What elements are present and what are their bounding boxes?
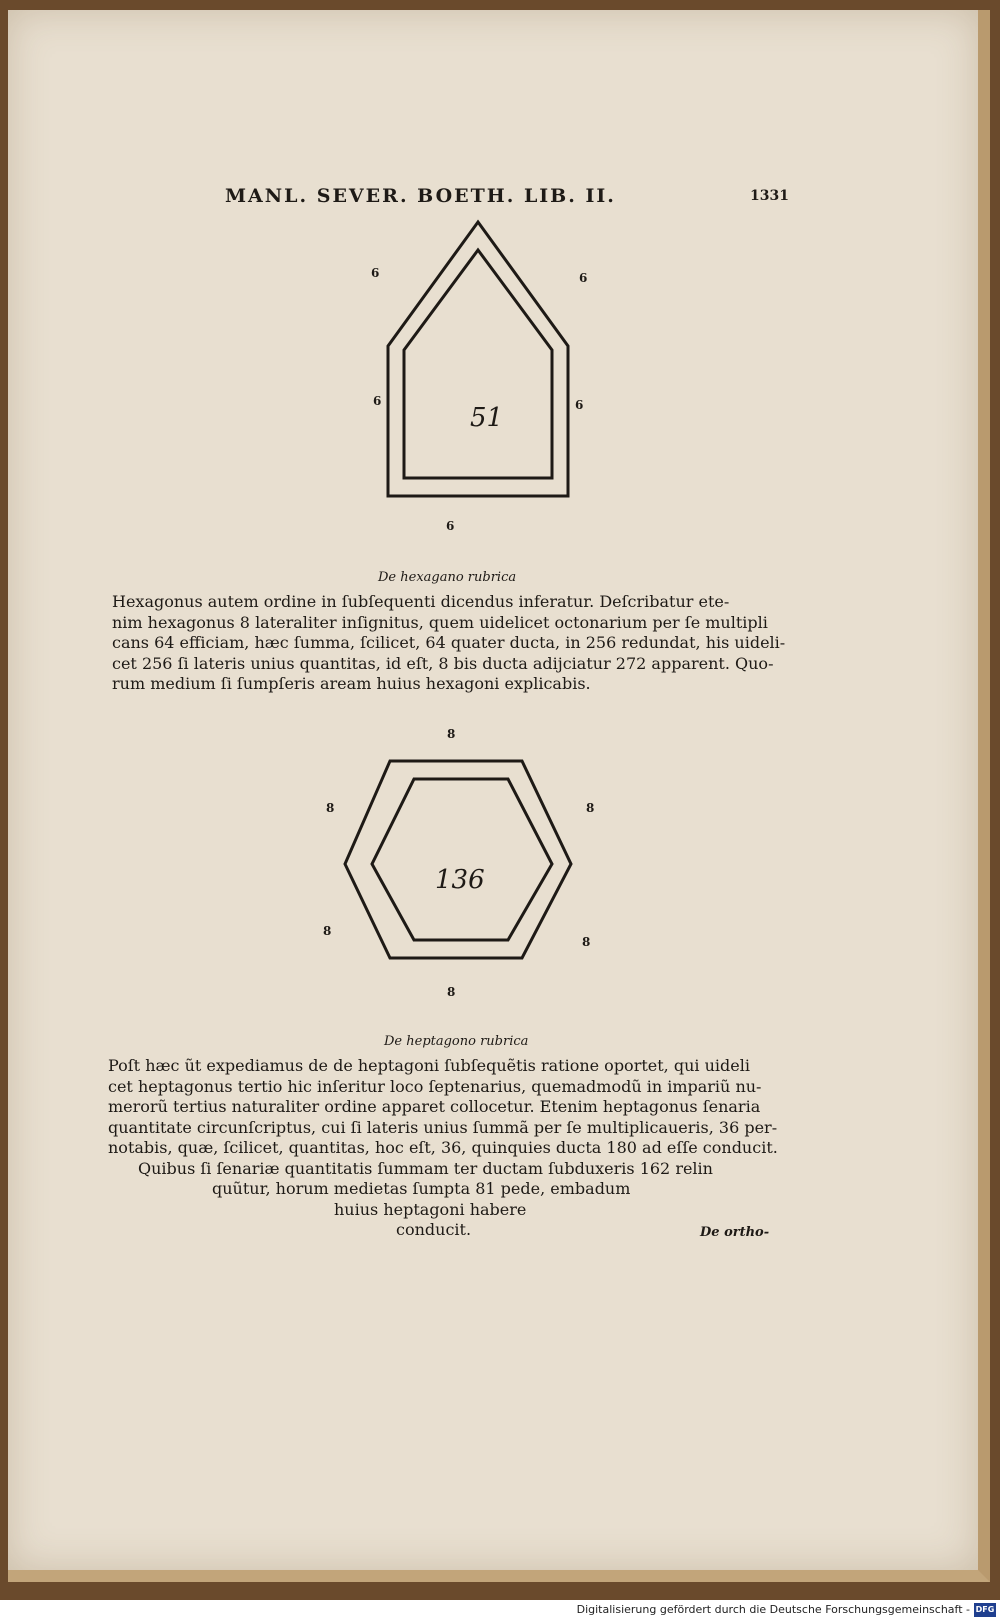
paragraph-line: Hexagonus autem ordine in ſubſequenti dicendus inferatur. Deſcribatur ete- (112, 592, 730, 611)
caption-heptagon: De heptagono rubrica (384, 1034, 529, 1049)
footer-credit: Digitalisierung gefördert durch die Deutsche Forschungsgemeinschaft - (576, 1603, 970, 1616)
running-head: MANL. SEVER. BOETH. LIB. II. (225, 185, 616, 207)
pentagon-inner (404, 250, 552, 478)
paragraph-line: notabis, quæ, ſcilicet, quantitas, hoc eſt, 36, quinquies ducta 180 ad eſſe conducit. (108, 1138, 778, 1157)
footer-bar (0, 1600, 1000, 1622)
paragraph-line: quũtur, horum medietas ſumpta 81 pede, embadum (212, 1179, 631, 1198)
figure2-label-top: 8 (447, 727, 456, 741)
paragraph-line: cans 64 efficiam, hæc ſumma, ſcilicet, 64 quater ducta, in 256 redundat, his uideli- (112, 633, 786, 652)
paragraph-line: quantitate circunſcriptus, cui ſi lateris unius ſummã per ſe multiplicaueris, 36 per- (108, 1117, 778, 1137)
paragraph-line: Quibus ſi ſenariæ quantitatis ſummam ter ductam ſubduxeris 162 relin (138, 1158, 713, 1178)
folio-number: 1331 (750, 188, 789, 204)
paragraph-line: conducit. (396, 1220, 472, 1239)
caption-hexagon: De hexagano rubrica (378, 570, 517, 585)
paragraph-line: nim hexagonus 8 lateraliter inſignitus, quem uidelicet octonarium per ſe multipli (112, 612, 768, 632)
figure2-label-bottom-left: 8 (323, 924, 332, 938)
paragraph-line: cet heptagonus tertio hic inſeritur loco ſeptenarius, quemadmodũ in impariũ nu- (108, 1076, 762, 1096)
paragraph-line: huius heptagoni habere (334, 1199, 527, 1219)
figure1-area: 51 (470, 403, 504, 433)
figure1-label-top-left: 6 (371, 266, 380, 280)
hexagon-inner (372, 779, 552, 940)
figure1-label-right: 6 (575, 398, 584, 412)
figure1-label-bottom: 6 (446, 519, 455, 533)
pentagon-figure (388, 222, 568, 496)
figure1-label-top-right: 6 (579, 271, 588, 285)
paragraph-line: merorũ tertius naturaliter ordine apparet collocetur. Etenim heptagonus ſenaria (108, 1097, 761, 1116)
paragraph-line: cet 256 ſi lateris unius quantitas, id eſt, 8 bis ducta adijciatur 272 apparent. Quo- (112, 653, 774, 673)
paragraph-line: Poſt hæc ũt expediamus de de heptagoni ſubſequẽtis ratione oportet, qui uideli (108, 1056, 750, 1075)
catchword: De ortho- (700, 1225, 770, 1240)
paragraph-line: rum medium ſi ſumpſeris aream huius hexagoni explicabis. (112, 674, 591, 693)
figure2-label-bottom-right: 8 (582, 935, 591, 949)
figure2-label-bottom: 8 (447, 985, 456, 999)
paragraph-heptagon (108, 1056, 778, 1241)
paragraph-hexagon (112, 592, 785, 695)
figure1-label-left: 6 (373, 394, 382, 408)
figure2-area: 136 (435, 865, 485, 895)
figure2-label-top-left: 8 (326, 801, 335, 815)
pentagon-outer (388, 222, 568, 496)
hexagon-outer (345, 761, 571, 958)
figure2-label-top-right: 8 (586, 801, 595, 815)
hexagon-figure (345, 761, 571, 958)
dfg-logo: DFG (974, 1603, 996, 1617)
